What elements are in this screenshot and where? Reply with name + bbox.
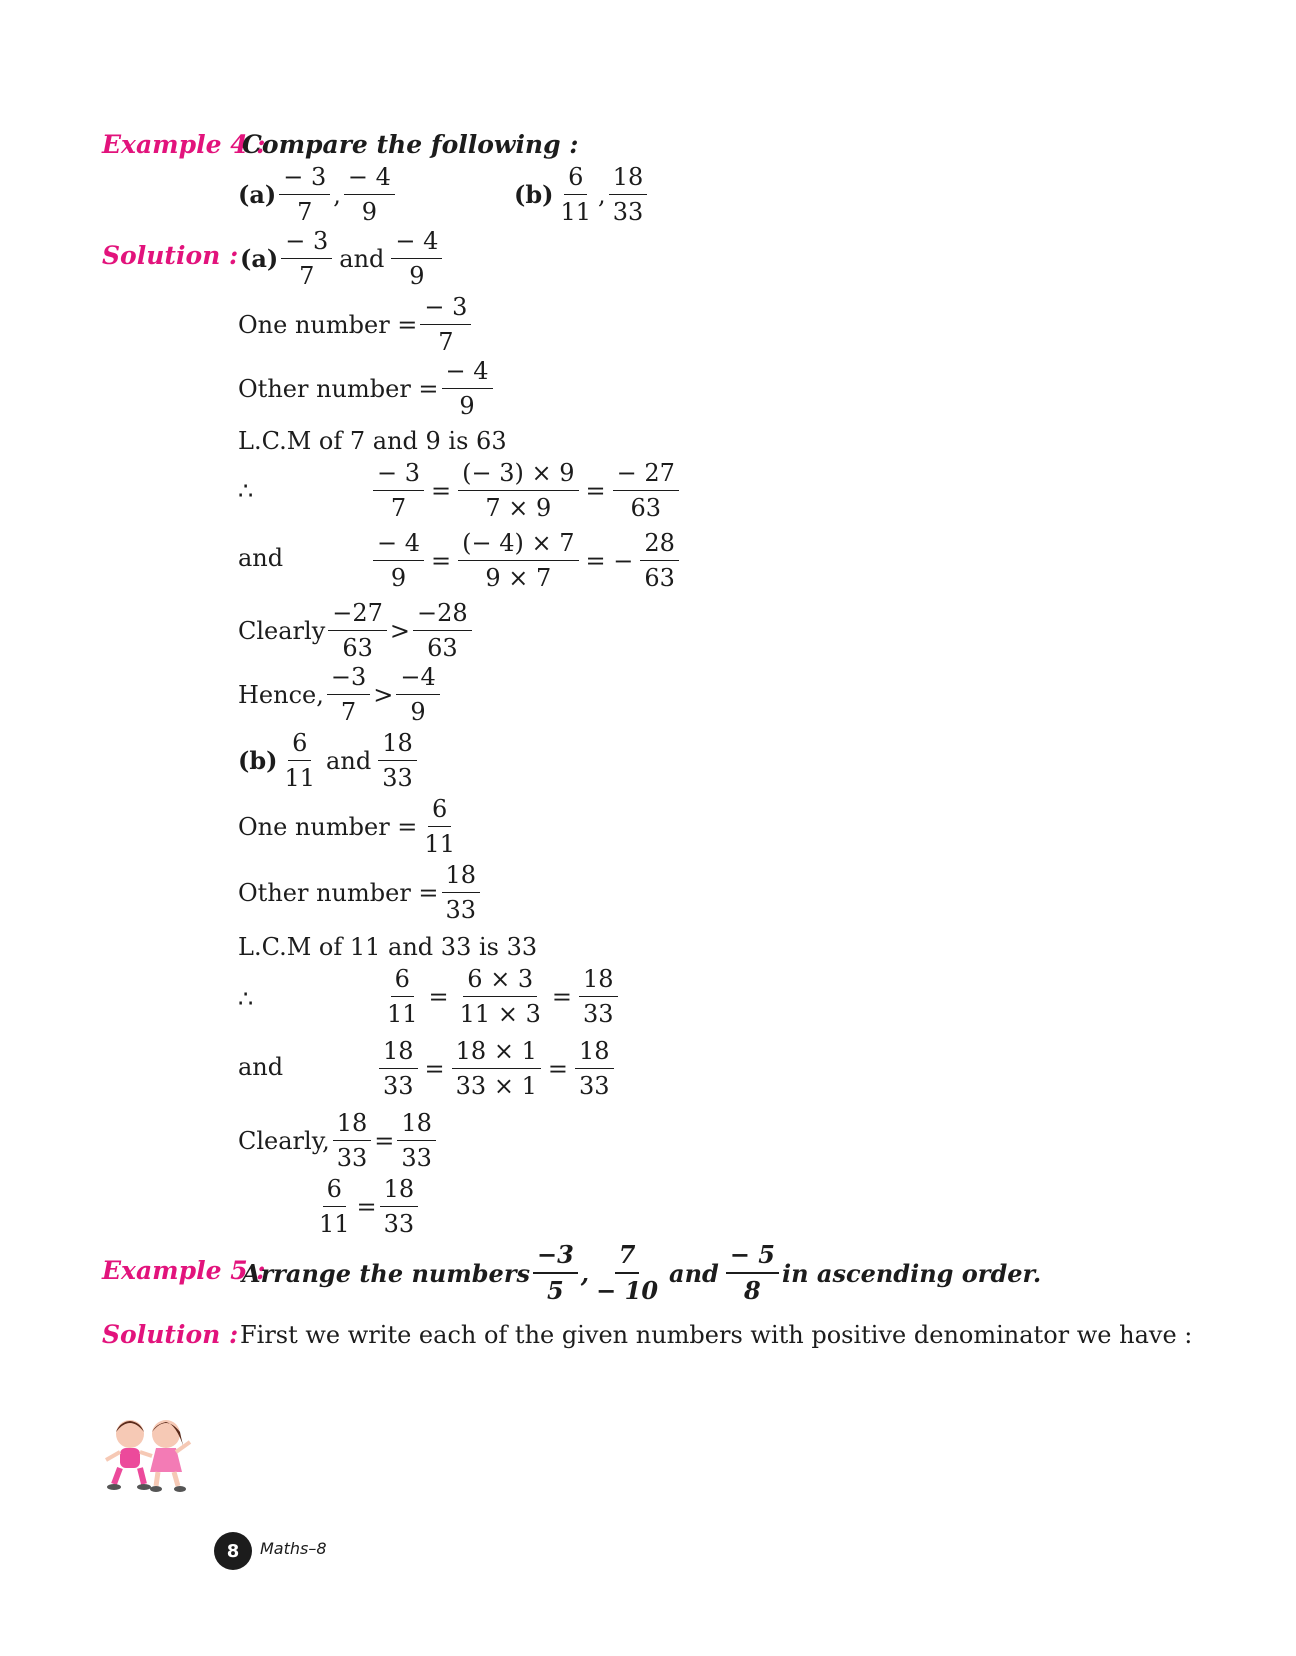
numerator: 18 — [579, 964, 618, 997]
denominator: 9 — [409, 262, 425, 290]
denominator: 33 — [383, 1210, 415, 1238]
shoe — [174, 1486, 186, 1492]
and-label: and — [238, 544, 284, 572]
therefore-symbol: ∴ — [238, 985, 254, 1013]
denominator: 9 — [410, 698, 426, 726]
numerator: 18 — [442, 860, 481, 893]
shoe — [137, 1484, 151, 1490]
denominator: 33 — [383, 1072, 414, 1100]
numerator: − 5 — [726, 1240, 779, 1274]
fraction — [281, 226, 332, 291]
one-number-label: One number = — [238, 812, 418, 841]
denominator: 9 × 7 — [485, 564, 552, 592]
part-label: (a) — [240, 244, 279, 273]
denominator: 8 — [744, 1276, 761, 1305]
denominator: 63 — [427, 634, 458, 662]
denominator: 7 — [390, 494, 407, 522]
book-title: Maths–8 — [260, 1539, 327, 1558]
other-number-label: Other number = — [238, 374, 439, 403]
kid-head — [116, 1420, 144, 1448]
question-text: Arrange the numbers — [242, 1258, 530, 1288]
shoe — [107, 1484, 121, 1490]
denominator: 11 — [284, 764, 316, 792]
denominator: 33 — [401, 1144, 432, 1172]
equals-sign: = — [374, 1126, 395, 1155]
final-equality — [312, 1174, 421, 1239]
equals-sign: = — [431, 476, 452, 505]
and-word: and — [669, 1258, 719, 1288]
clearly-label: Clearly, — [238, 1126, 330, 1155]
part-label: (a) — [238, 180, 277, 209]
equals-sign: = — [356, 1192, 377, 1221]
fraction — [456, 964, 545, 1029]
numerator: 6 × 3 — [463, 964, 537, 997]
denominator: 7 — [299, 262, 315, 290]
one-number-label: One number = — [238, 310, 418, 339]
numerator: (− 4) × 7 — [458, 528, 578, 561]
equals-sign: = — [547, 1054, 568, 1083]
equals-sign: = — [585, 476, 606, 505]
example-4-part-a — [238, 162, 398, 227]
fraction — [458, 458, 578, 523]
fraction — [281, 728, 320, 793]
denominator: 33 — [445, 896, 477, 924]
fraction — [442, 356, 493, 421]
fraction — [327, 662, 370, 727]
fraction — [726, 1240, 779, 1306]
solution-5-text: First we write each of the given numbers with positive denominator we have : — [240, 1321, 1193, 1349]
comma: , — [598, 180, 606, 209]
kids-mascot-illustration — [100, 1412, 200, 1494]
numerator: − 4 — [442, 356, 493, 389]
fraction — [613, 458, 679, 523]
numerator: −3 — [533, 1240, 578, 1274]
numerator: 18 — [397, 1108, 436, 1141]
solution-a-heading — [240, 226, 445, 291]
numerator: 18 — [609, 162, 648, 195]
example-5-question — [242, 1240, 1041, 1306]
equation-3 — [380, 964, 621, 1029]
denominator: 9 — [459, 392, 475, 420]
fraction — [420, 292, 471, 357]
example-4-part-b — [514, 162, 650, 227]
denominator: 33 — [578, 1072, 610, 1100]
denominator: 33 — [612, 198, 644, 226]
numerator: − 3 — [420, 292, 471, 325]
question-text: in ascending order. — [781, 1258, 1042, 1288]
fraction — [609, 162, 648, 227]
fraction — [557, 162, 596, 227]
example-4-label: Example 4 : — [102, 130, 266, 159]
numerator: 18 — [380, 1174, 419, 1207]
clearly-label: Clearly — [238, 616, 326, 645]
fraction — [380, 1174, 419, 1239]
equals-minus-sign: = − — [585, 546, 634, 575]
greater-than-sign: > — [373, 680, 394, 709]
comma: , — [333, 180, 341, 209]
kid-shirt — [120, 1448, 140, 1468]
example-5-label: Example 5 : — [102, 1256, 266, 1285]
solution-b-heading — [238, 728, 420, 793]
denominator: 11 × 3 — [459, 1000, 541, 1028]
fraction — [391, 226, 442, 291]
numerator: 6 — [323, 1174, 346, 1207]
lcm-statement: L.C.M of 11 and 33 is 33 — [238, 933, 538, 961]
shoe — [150, 1486, 162, 1492]
numerator: − 27 — [613, 458, 679, 491]
kid-arms — [176, 1442, 190, 1452]
numerator: 18 — [333, 1108, 372, 1141]
and-word: and — [339, 244, 385, 273]
fraction — [383, 964, 422, 1029]
therefore-symbol: ∴ — [238, 477, 254, 505]
fraction — [420, 794, 459, 859]
part-label: (b) — [514, 180, 554, 209]
denominator: 7 — [340, 698, 357, 726]
fraction — [579, 964, 618, 1029]
other-number-label: Other number = — [238, 878, 439, 907]
numerator: −3 — [327, 662, 370, 695]
fraction — [328, 598, 387, 663]
numerator: 18 — [575, 1036, 614, 1069]
fraction — [442, 860, 481, 925]
equation-4 — [376, 1036, 617, 1101]
denominator: 7 — [297, 198, 313, 226]
example-4-title: Compare the following : — [242, 130, 579, 159]
numerator: 28 — [640, 528, 679, 561]
denominator: 7 — [438, 328, 454, 356]
numerator: 7 — [615, 1240, 640, 1274]
one-number-line — [238, 292, 474, 357]
numerator: 18 — [379, 1036, 418, 1069]
numerator: 18 — [378, 728, 417, 761]
fraction — [575, 1036, 614, 1101]
fraction — [397, 1108, 436, 1173]
fraction — [333, 1108, 372, 1173]
page-number-badge — [214, 1532, 252, 1570]
fraction — [344, 162, 395, 227]
denominator: 63 — [342, 634, 373, 662]
equals-sign: = — [424, 1054, 445, 1083]
solution-label: Solution : — [102, 1320, 239, 1349]
denominator: 7 × 9 — [485, 494, 552, 522]
numerator: −4 — [396, 662, 439, 695]
fraction — [379, 1036, 418, 1101]
numerator: −28 — [413, 598, 472, 631]
fraction — [315, 1174, 354, 1239]
fraction — [396, 662, 439, 727]
denominator: 9 — [361, 198, 378, 226]
denominator: 33 — [382, 764, 413, 792]
numerator: (− 3) × 9 — [458, 458, 578, 491]
denominator: 33 × 1 — [455, 1072, 537, 1100]
clearly-line — [238, 598, 475, 663]
denominator: 33 — [582, 1000, 614, 1028]
numerator: − 4 — [391, 226, 442, 259]
other-number-line — [238, 356, 496, 421]
numerator: 18 × 1 — [452, 1036, 541, 1069]
lcm-statement: L.C.M of 7 and 9 is 63 — [238, 427, 507, 455]
numerator: −27 — [328, 598, 387, 631]
denominator: 5 — [547, 1276, 564, 1305]
equals-sign: = — [428, 982, 449, 1011]
part-label: (b) — [238, 746, 278, 775]
fraction — [592, 1240, 662, 1306]
fraction — [533, 1240, 578, 1306]
denominator: 63 — [630, 494, 662, 522]
fraction — [640, 528, 679, 593]
denominator: − 10 — [596, 1276, 659, 1305]
numerator: 6 — [288, 728, 311, 761]
solution-label: Solution : — [102, 241, 239, 270]
denominator: 9 — [390, 564, 407, 592]
fraction — [378, 728, 417, 793]
other-number-line — [238, 860, 483, 925]
fraction — [279, 162, 330, 227]
equals-sign: = — [551, 982, 572, 1011]
comma: , — [580, 1258, 590, 1288]
numerator: − 3 — [373, 458, 424, 491]
numerator: − 3 — [281, 226, 332, 259]
numerator: − 4 — [344, 162, 395, 195]
denominator: 11 — [424, 830, 455, 858]
equation-2 — [370, 528, 682, 593]
clearly-line — [238, 1108, 439, 1173]
denominator: 63 — [644, 564, 675, 592]
denominator: 33 — [336, 1144, 368, 1172]
and-label: and — [238, 1053, 284, 1081]
kid-legs — [156, 1472, 178, 1486]
and-word: and — [326, 746, 372, 775]
fraction — [413, 598, 472, 663]
fraction — [458, 528, 578, 593]
fraction — [373, 458, 424, 523]
kid-legs — [114, 1468, 144, 1484]
numerator: − 4 — [373, 528, 424, 561]
hence-line — [238, 662, 443, 727]
equals-sign: = — [431, 546, 452, 575]
denominator: 11 — [387, 1000, 418, 1028]
denominator: 11 — [319, 1210, 350, 1238]
fraction — [452, 1036, 541, 1101]
denominator: 11 — [560, 198, 592, 226]
numerator: 6 — [564, 162, 587, 195]
numerator: 6 — [391, 964, 414, 997]
numerator: − 3 — [279, 162, 330, 195]
numerator: 6 — [428, 794, 451, 827]
one-number-line — [238, 794, 462, 859]
greater-than-sign: > — [389, 616, 411, 645]
fraction — [373, 528, 424, 593]
kid-head — [152, 1420, 180, 1448]
page-number: 8 — [226, 1540, 240, 1562]
equation-1 — [370, 458, 682, 523]
hence-label: Hence, — [238, 680, 324, 709]
